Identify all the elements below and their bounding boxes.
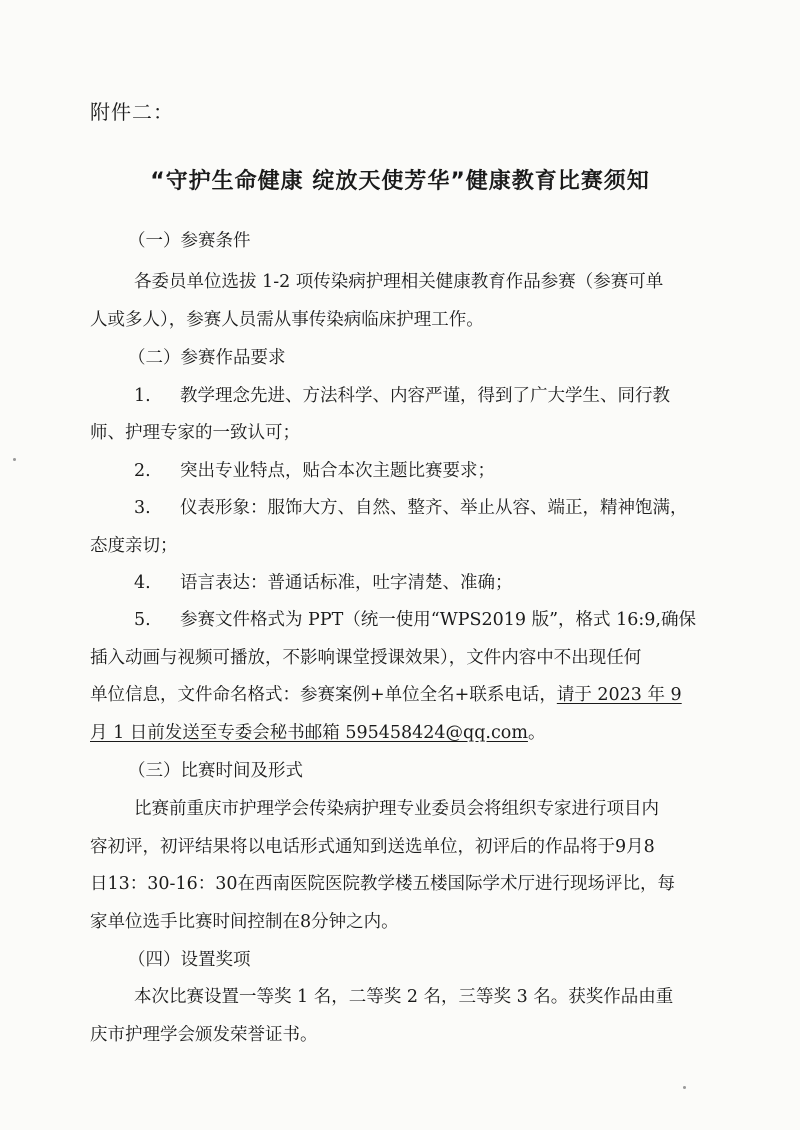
list-item-number: 2. [134,461,151,481]
list-item-text: 仪表形象：服饰大方、自然、整齐、举止从容、端正，精神饱满， [180,498,688,518]
list-item-text: 参赛文件格式为 PPT（统一使用“WPS2019 版”，格式 16:9,确保 [180,610,696,630]
paragraph-line: 各委员单位选拔 1-2 项传染病护理相关健康教育作品参赛（参赛可单 [134,272,664,292]
list-item [134,570,513,596]
email-underlined-text: 月 1 日前发送至专委会秘书邮箱 595458424@qq.com [90,723,528,743]
paragraph-text: 单位信息，文件命名格式：参赛案例+单位全名+联系电话， [90,685,557,705]
section-heading-3: （三）比赛时间及形式 [128,761,303,781]
paragraph-line: 日13：30-16：30在西南医院医院教学楼五楼国际学术厅进行现场评比，每 [90,874,675,894]
paragraph-text: 。 [527,723,546,743]
document-title: “守护生命健康 绽放天使芳华”健康教育比赛须知 [150,169,650,194]
list-item [134,458,495,484]
paragraph-line: 插入动画与视频可播放，不影响课堂授课效果），文件内容中不出现任何 [90,648,642,668]
section-heading-4: （四）设置奖项 [128,950,251,970]
deadline-underlined-text: 请于 2023 年 9 [556,685,682,705]
section-heading-1: （一）参赛条件 [128,231,251,251]
scan-speck [683,1086,686,1089]
paragraph-line [90,682,682,708]
paragraph-line [90,720,545,746]
paragraph-line: 师、护理专家的一致认可； [90,423,300,443]
paragraph-line: 本次比赛设置一等奖 1 名，二等奖 2 名，三等奖 3 名。获奖作品由重 [134,987,674,1007]
list-item [134,607,696,633]
list-item-number: 3. [134,498,151,518]
paragraph-line: 容初评，初评结果将以电话形式通知到送选单位，初评后的作品将于9月8 [90,837,655,857]
paragraph-line: 态度亲切； [90,536,178,556]
list-item-number: 5. [134,610,151,630]
paragraph-line: 庆市护理学会颁发荣誉证书。 [90,1025,318,1045]
paragraph-line: 人或多人），参赛人员需从事传染病临床护理工作。 [90,310,484,330]
paragraph-line: 家单位选手比赛时间控制在8分钟之内。 [90,912,399,932]
section-heading-2: （二）参赛作品要求 [128,348,286,368]
list-item-text: 突出专业特点，贴合本次主题比赛要求； [180,461,495,481]
list-item-number: 1. [134,386,151,406]
scan-speck [13,458,16,461]
list-item [134,495,688,521]
paragraph-line: 比赛前重庆市护理学会传染病护理专业委员会将组织专家进行项目内 [134,799,659,819]
attachment-label: 附件二： [90,100,174,124]
list-item-text: 语言表达：普通话标准，吐字清楚、准确； [180,573,513,593]
list-item-text: 教学理念先进、方法科学、内容严谨，得到了广大学生、同行教 [180,386,670,406]
list-item-number: 4. [134,573,151,593]
list-item [134,383,670,409]
